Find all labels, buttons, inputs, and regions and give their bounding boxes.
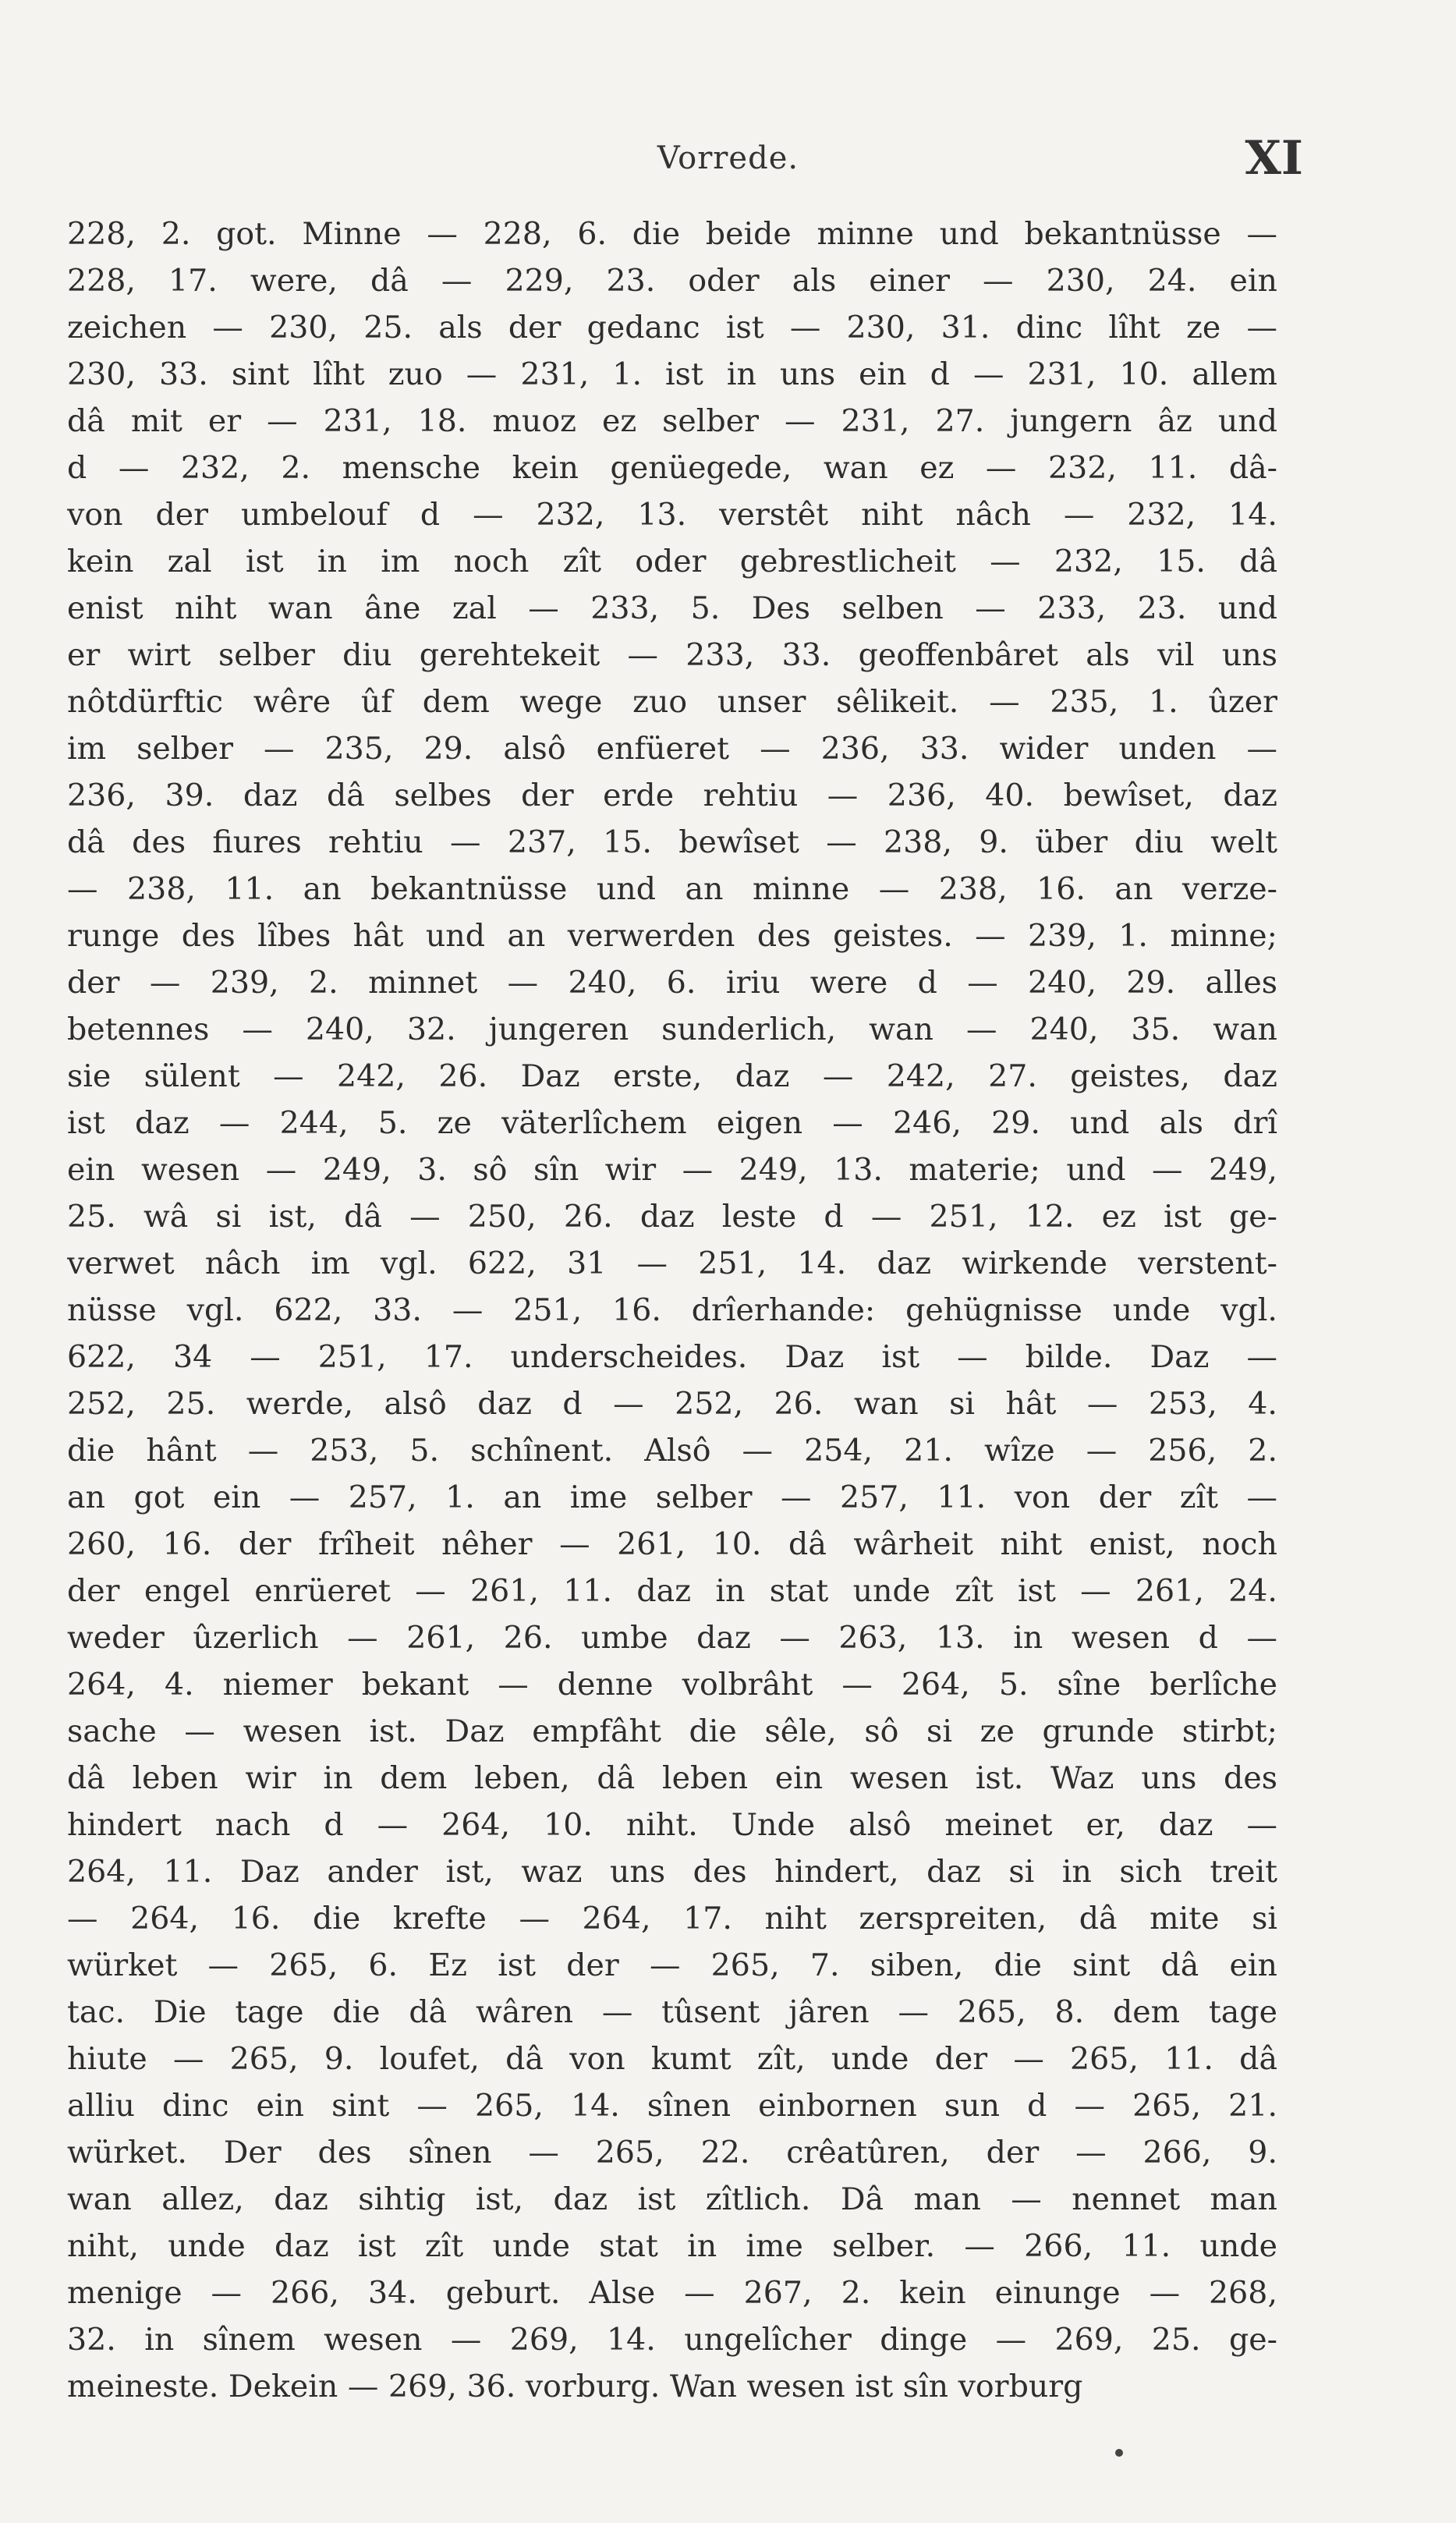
text-line: nôtdürftic wêre ûf dem wege zuo unser sêlikeit. — 235, 1. ûzer [67, 684, 1277, 720]
ink-speck [1115, 2449, 1123, 2457]
text-line: sache — wesen ist. Daz empfâht die sêle, sô si ze grunde stirbt; [67, 1713, 1277, 1749]
text-line: enist niht wan âne zal — 233, 5. Des selben — 233, 23. und [67, 590, 1277, 626]
page-header [0, 131, 1456, 193]
text-line: verwet nâch im vgl. 622, 31 — 251, 14. daz wirkende verstent- [67, 1246, 1277, 1281]
text-line: 236, 39. daz dâ selbes der erde rehtiu — 236, 40. bewîset, daz [67, 778, 1277, 813]
text-line: hindert nach d — 264, 10. niht. Unde alsô meinet er, daz — [67, 1807, 1277, 1843]
text-line: von der umbelouf d — 232, 13. verstêt niht nâch — 232, 14. [67, 497, 1277, 533]
text-line: tac. Die tage die dâ wâren — tûsent jâren — 265, 8. dem tage [67, 1994, 1277, 2030]
text-line: würket. Der des sînen — 265, 22. crêatûren, der — 266, 9. [67, 2135, 1277, 2170]
text-line: würket — 265, 6. Ez ist der — 265, 7. siben, die sint dâ ein [67, 1947, 1277, 1983]
text-line: an got ein — 257, 1. an ime selber — 257, 11. von der zît — [67, 1479, 1277, 1515]
body-text [67, 211, 1277, 2410]
page-number: XI [1245, 131, 1303, 186]
text-line: d — 232, 2. mensche kein genüegede, wan ez — 232, 11. dâ- [67, 450, 1277, 486]
text-line: im selber — 235, 29. alsô enfüeret — 236, 33. wider unden — [67, 731, 1277, 767]
text-line: ist daz — 244, 5. ze väterlîchem eigen — 246, 29. und als drî [67, 1105, 1277, 1141]
text-line: meineste. Dekein — 269, 36. vorburg. Wan wesen ist sîn vorburg [67, 2369, 1083, 2404]
text-line: kein zal ist in im noch zît oder gebrestlicheit — 232, 15. dâ [67, 544, 1277, 579]
text-line: niht, unde daz ist zît unde stat in ime selber. — 266, 11. unde [67, 2228, 1277, 2264]
text-line: 264, 4. niemer bekant — denne volbrâht — 264, 5. sîne berlîche [67, 1667, 1277, 1703]
text-line: 264, 11. Daz ander ist, waz uns des hindert, daz si in sich treit [67, 1854, 1277, 1890]
text-line: der — 239, 2. minnet — 240, 6. iriu were d — 240, 29. alles [67, 965, 1277, 1001]
text-line: — 238, 11. an bekantnüsse und an minne — 238, 16. an verze- [67, 871, 1277, 907]
text-line: betennes — 240, 32. jungeren sunderlich, wan — 240, 35. wan [67, 1012, 1277, 1047]
text-line: dâ mit er — 231, 18. muoz ez selber — 231, 27. jungern âz und [67, 403, 1277, 439]
text-line: 32. in sînem wesen — 269, 14. ungelîcher dinge — 269, 25. ge- [67, 2322, 1277, 2358]
text-line: weder ûzerlich — 261, 26. umbe daz — 263, 13. in wesen d — [67, 1620, 1277, 1656]
running-title: Vorrede. [657, 140, 799, 176]
text-line: alliu dinc ein sint — 265, 14. sînen einbornen sun d — 265, 21. [67, 2088, 1277, 2124]
text-line: dâ leben wir in dem leben, dâ leben ein wesen ist. Waz uns des [67, 1760, 1277, 1796]
text-line: 228, 17. were, dâ — 229, 23. oder als einer — 230, 24. ein [67, 263, 1277, 299]
text-line: 252, 25. werde, alsô daz d — 252, 26. wan si hât — 253, 4. [67, 1386, 1277, 1422]
text-line: — 264, 16. die krefte — 264, 17. niht zerspreiten, dâ mite si [67, 1901, 1277, 1937]
text-line: 622, 34 — 251, 17. underscheides. Daz ist — bilde. Daz — [67, 1339, 1277, 1375]
text-line: ein wesen — 249, 3. sô sîn wir — 249, 13. materie; und — 249, [67, 1152, 1277, 1188]
text-line: nüsse vgl. 622, 33. — 251, 16. drîerhande: gehügnisse unde vgl. [67, 1292, 1277, 1328]
text-line: wan allez, daz sihtig ist, daz ist zîtlich. Dâ man — nennet man [67, 2181, 1277, 2217]
text-line: 260, 16. der frîheit nêher — 261, 10. dâ wârheit niht enist, noch [67, 1526, 1277, 1562]
text-line: 230, 33. sint lîht zuo — 231, 1. ist in uns ein d — 231, 10. allem [67, 356, 1277, 392]
text-line: 25. wâ si ist, dâ — 250, 26. daz leste d — 251, 12. ez ist ge- [67, 1199, 1277, 1235]
text-line: dâ des fiures rehtiu — 237, 15. bewîset — 238, 9. über diu welt [67, 824, 1277, 860]
text-line: zeichen — 230, 25. als der gedanc ist — 230, 31. dinc lîht ze — [67, 310, 1277, 345]
text-line: hiute — 265, 9. loufet, dâ von kumt zît, unde der — 265, 11. dâ [67, 2041, 1277, 2077]
text-line: er wirt selber diu gerehtekeit — 233, 33. geoffenbâret als vil uns [67, 637, 1277, 673]
text-line: 228, 2. got. Minne — 228, 6. die beide minne und bekantnüsse — [67, 216, 1277, 252]
text-line: runge des lîbes hât und an verwerden des geistes. — 239, 1. minne; [67, 918, 1277, 954]
text-line: der engel enrüeret — 261, 11. daz in stat unde zît ist — 261, 24. [67, 1573, 1277, 1609]
text-line: die hânt — 253, 5. schînent. Alsô — 254, 21. wîze — 256, 2. [67, 1433, 1277, 1469]
text-line: sie sülent — 242, 26. Daz erste, daz — 242, 27. geistes, daz [67, 1058, 1277, 1094]
text-line: menige — 266, 34. geburt. Alse — 267, 2. kein einunge — 268, [67, 2275, 1277, 2311]
